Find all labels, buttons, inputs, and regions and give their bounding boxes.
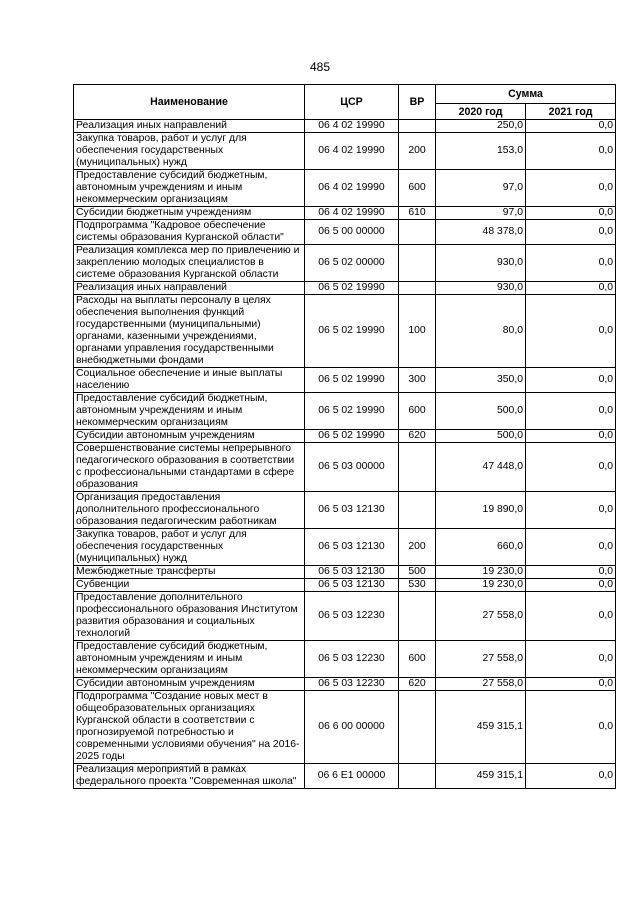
table-row — [74, 764, 616, 789]
row-csr: 06 5 00 00000 — [305, 220, 399, 245]
row-amount-2020: 27 558,0 — [436, 592, 526, 641]
row-amount-2021: 0,0 — [526, 220, 616, 245]
header-year-2020: 2020 год — [436, 104, 526, 120]
table-row — [74, 282, 616, 295]
row-amount-2020: 19 230,0 — [436, 566, 526, 579]
row-vr: 300 — [399, 368, 436, 393]
budget-table — [73, 84, 616, 789]
row-amount-2021: 0,0 — [526, 393, 616, 430]
row-csr: 06 4 02 19990 — [305, 207, 399, 220]
row-name: Реализация комплекса мер по привлечению и закреплению молодых специалистов в системе образования Курганской области — [74, 245, 305, 282]
row-amount-2020: 500,0 — [436, 430, 526, 443]
row-amount-2020: 930,0 — [436, 245, 526, 282]
row-name: Предоставление субсидий бюджетным, автономным учреждениям и иным некоммерческим организациям — [74, 393, 305, 430]
row-amount-2021: 0,0 — [526, 691, 616, 764]
table-row — [74, 133, 616, 170]
row-csr: 06 5 02 19990 — [305, 282, 399, 295]
row-amount-2021: 0,0 — [526, 120, 616, 133]
row-name: Субсидии автономным учреждениям — [74, 678, 305, 691]
row-vr: 620 — [399, 430, 436, 443]
row-csr: 06 5 02 00000 — [305, 245, 399, 282]
row-vr — [399, 245, 436, 282]
table-row — [74, 641, 616, 678]
row-amount-2020: 459 315,1 — [436, 691, 526, 764]
row-vr — [399, 492, 436, 529]
row-amount-2021: 0,0 — [526, 529, 616, 566]
row-csr: 06 5 02 19990 — [305, 393, 399, 430]
row-name: Подпрограмма "Создание новых мест в общеобразовательных организациях Курганской области в соответствии с прогнозируемой потребностью и современными условиями обучения" на 2016-2025 годы — [74, 691, 305, 764]
row-name: Реализация мероприятий в рамках федерального проекта "Современная школа" — [74, 764, 305, 789]
row-amount-2021: 0,0 — [526, 678, 616, 691]
row-csr: 06 5 02 19990 — [305, 430, 399, 443]
table-row — [74, 691, 616, 764]
row-amount-2021: 0,0 — [526, 566, 616, 579]
row-csr: 06 4 02 19990 — [305, 120, 399, 133]
row-name: Социальное обеспечение и иные выплаты населению — [74, 368, 305, 393]
table-row — [74, 170, 616, 207]
row-vr — [399, 764, 436, 789]
row-amount-2020: 47 448,0 — [436, 443, 526, 492]
row-csr: 06 5 03 12130 — [305, 492, 399, 529]
row-amount-2021: 0,0 — [526, 282, 616, 295]
row-vr: 100 — [399, 295, 436, 368]
row-amount-2021: 0,0 — [526, 245, 616, 282]
table-row — [74, 368, 616, 393]
table-row — [74, 430, 616, 443]
row-csr: 06 5 02 19990 — [305, 368, 399, 393]
row-vr: 620 — [399, 678, 436, 691]
row-csr: 06 5 03 12130 — [305, 579, 399, 592]
row-vr — [399, 443, 436, 492]
table-row — [74, 443, 616, 492]
row-vr: 600 — [399, 641, 436, 678]
row-name: Совершенствование системы непрерывного педагогического образования в соответствии с профессиональными стандартами в сфере образования — [74, 443, 305, 492]
row-amount-2020: 500,0 — [436, 393, 526, 430]
header-sum: Сумма — [436, 85, 616, 104]
page-number: 485 — [309, 60, 331, 74]
row-vr — [399, 691, 436, 764]
row-amount-2021: 0,0 — [526, 368, 616, 393]
row-csr: 06 5 03 00000 — [305, 443, 399, 492]
row-amount-2020: 27 558,0 — [436, 641, 526, 678]
row-csr: 06 4 02 19990 — [305, 133, 399, 170]
row-name: Субсидии бюджетным учреждениям — [74, 207, 305, 220]
row-name: Расходы на выплаты персоналу в целях обеспечения выполнения функций государственными (муниципальными) органами, казенными учреждениями, органами управления государственными внебюджетными фондами — [74, 295, 305, 368]
table-row — [74, 529, 616, 566]
row-amount-2020: 459 315,1 — [436, 764, 526, 789]
table-body — [74, 120, 616, 789]
row-name: Реализация иных направлений — [74, 120, 305, 133]
table-row — [74, 220, 616, 245]
row-vr — [399, 220, 436, 245]
row-vr: 500 — [399, 566, 436, 579]
row-name: Предоставление дополнительного профессионального образования Институтом развития образования и социальных технологий — [74, 592, 305, 641]
row-csr: 06 4 02 19990 — [305, 170, 399, 207]
row-amount-2020: 660,0 — [436, 529, 526, 566]
row-amount-2020: 930,0 — [436, 282, 526, 295]
row-name: Предоставление субсидий бюджетным, автономным учреждениям и иным некоммерческим организациям — [74, 170, 305, 207]
row-amount-2020: 27 558,0 — [436, 678, 526, 691]
row-amount-2020: 80,0 — [436, 295, 526, 368]
table-row — [74, 678, 616, 691]
row-amount-2020: 97,0 — [436, 207, 526, 220]
row-amount-2020: 350,0 — [436, 368, 526, 393]
row-amount-2021: 0,0 — [526, 133, 616, 170]
table-row — [74, 295, 616, 368]
row-amount-2021: 0,0 — [526, 207, 616, 220]
row-name: Межбюджетные трансферты — [74, 566, 305, 579]
header-csr: ЦСР — [305, 85, 399, 120]
row-vr — [399, 120, 436, 133]
row-vr: 530 — [399, 579, 436, 592]
row-vr: 610 — [399, 207, 436, 220]
table-row — [74, 566, 616, 579]
row-amount-2021: 0,0 — [526, 295, 616, 368]
row-vr: 600 — [399, 393, 436, 430]
row-vr: 200 — [399, 133, 436, 170]
row-csr: 06 5 02 19990 — [305, 295, 399, 368]
row-csr: 06 5 03 12130 — [305, 529, 399, 566]
table-row — [74, 393, 616, 430]
row-name: Субсидии автономным учреждениям — [74, 430, 305, 443]
table-row — [74, 492, 616, 529]
row-vr: 200 — [399, 529, 436, 566]
header-vr: ВР — [399, 85, 436, 120]
row-name: Закупка товаров, работ и услуг для обеспечения государственных (муниципальных) нужд — [74, 133, 305, 170]
row-amount-2020: 250,0 — [436, 120, 526, 133]
row-csr: 06 5 03 12230 — [305, 678, 399, 691]
row-amount-2021: 0,0 — [526, 170, 616, 207]
row-amount-2020: 153,0 — [436, 133, 526, 170]
row-name: Предоставление субсидий бюджетным, автономным учреждениям и иным некоммерческим организациям — [74, 641, 305, 678]
row-csr: 06 5 03 12230 — [305, 641, 399, 678]
row-amount-2021: 0,0 — [526, 764, 616, 789]
row-amount-2021: 0,0 — [526, 579, 616, 592]
row-amount-2021: 0,0 — [526, 443, 616, 492]
row-name: Закупка товаров, работ и услуг для обеспечения государственных (муниципальных) нужд — [74, 529, 305, 566]
row-vr — [399, 592, 436, 641]
table-row — [74, 207, 616, 220]
row-vr: 600 — [399, 170, 436, 207]
table-header — [74, 85, 616, 120]
row-name: Субвенции — [74, 579, 305, 592]
row-amount-2021: 0,0 — [526, 430, 616, 443]
header-name: Наименование — [74, 85, 305, 120]
header-year-2021: 2021 год — [526, 104, 616, 120]
row-amount-2021: 0,0 — [526, 492, 616, 529]
row-csr: 06 6 00 00000 — [305, 691, 399, 764]
row-name: Подпрограмма "Кадровое обеспечение системы образования Курганской области" — [74, 220, 305, 245]
row-amount-2021: 0,0 — [526, 641, 616, 678]
row-amount-2020: 19 890,0 — [436, 492, 526, 529]
row-csr: 06 6 E1 00000 — [305, 764, 399, 789]
table-row — [74, 592, 616, 641]
row-amount-2020: 48 378,0 — [436, 220, 526, 245]
row-amount-2021: 0,0 — [526, 592, 616, 641]
row-amount-2020: 19 230,0 — [436, 579, 526, 592]
row-name: Реализация иных направлений — [74, 282, 305, 295]
row-csr: 06 5 03 12130 — [305, 566, 399, 579]
table-row — [74, 120, 616, 133]
table-row — [74, 245, 616, 282]
row-csr: 06 5 03 12230 — [305, 592, 399, 641]
row-vr — [399, 282, 436, 295]
table-row — [74, 579, 616, 592]
row-amount-2020: 97,0 — [436, 170, 526, 207]
row-name: Организация предоставления дополнительного профессионального образования педагогическим работникам — [74, 492, 305, 529]
